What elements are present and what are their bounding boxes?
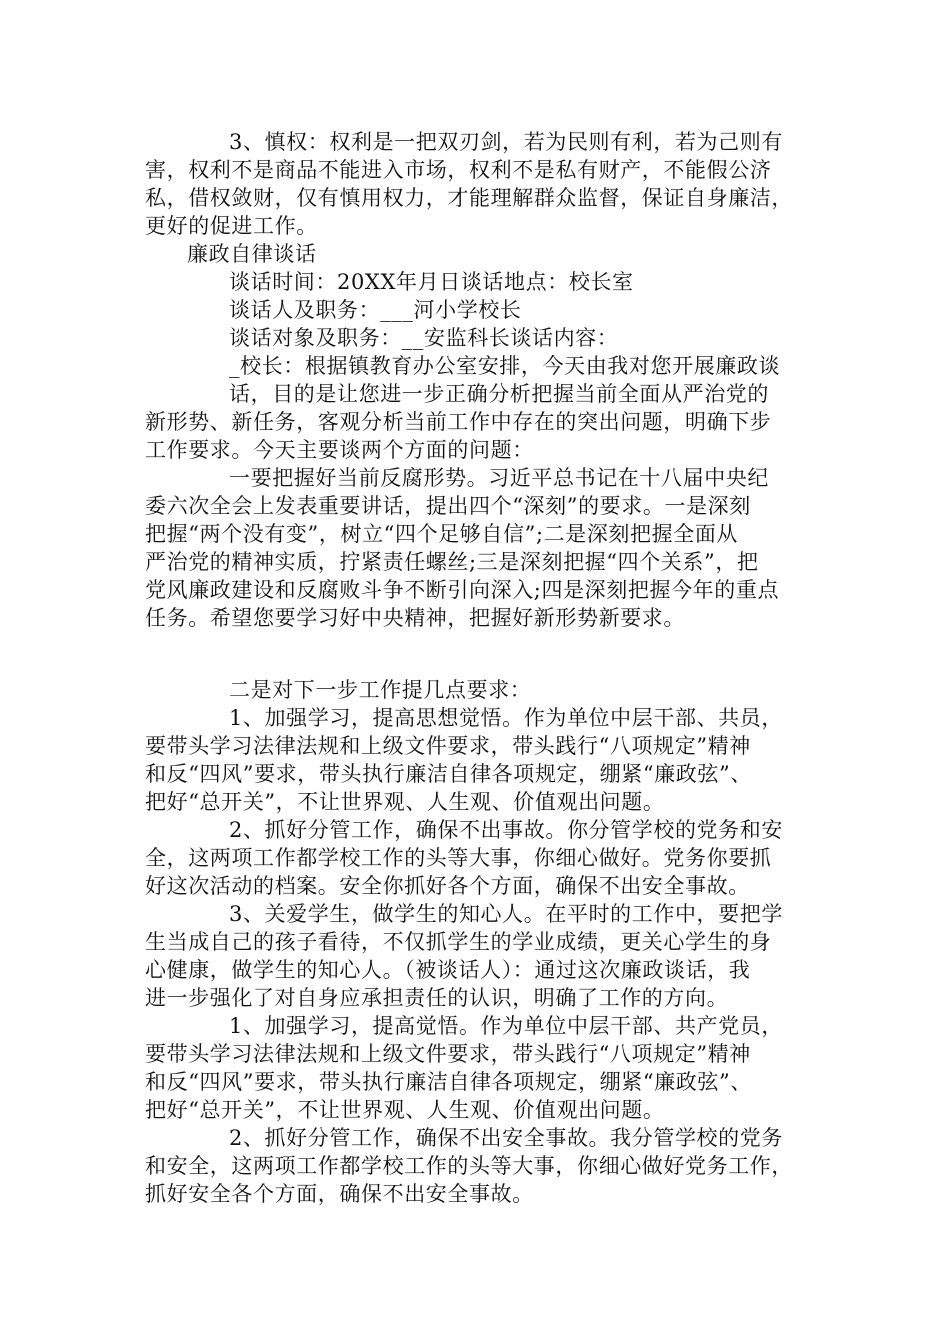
requirements-section (145, 676, 810, 1208)
text-line: 二是对下一步工作提几点要求： (229, 678, 532, 702)
text-line: 和反“四风”要求，带头执行廉洁自律各项规定，绷紧“廉政弦”、 (145, 1070, 752, 1094)
text-line: 1、加强学习，提高思想觉悟。作为单位中层干部、共员， (229, 706, 783, 730)
talk-time-line: 谈话时间：20XX年月日谈话地点：校长室 (229, 270, 634, 294)
text-line: 话，目的是让您进一步正确分析把握当前全面从严治党的 (229, 382, 769, 406)
text-line: 进一步强化了对自身应承担责任的认识，明确了工作的方向。 (145, 986, 729, 1010)
text-line: 把好“总开关”，不让世界观、人生观、价值观出问题。 (145, 1098, 665, 1122)
text-line: 要带头学习法律法规和上级文件要求，带头践行“八项规定”精神 (145, 1042, 751, 1066)
text-line: _校长：根据镇教育办公室安排，今天由我对您开展廉政谈 (229, 354, 781, 378)
section-heading: 廉政自律谈话 (187, 242, 317, 266)
text-line: 和安全，这两项工作都学校工作的头等大事，你细心做好党务工作， (145, 1154, 793, 1178)
text-line: 和反“四风”要求，带头执行廉洁自律各项规定，绷紧“廉政弦”、 (145, 762, 752, 786)
text-line: 2、抓好分管工作，确保不出事故。你分管学校的党务和安 (229, 818, 783, 842)
text-line: 党风廉政建设和反腐败斗争不断引向深入;四是深刻把握今年的重点 (145, 578, 780, 602)
text-line: 把握“两个没有变”，树立“四个足够自信”;二是深刻把握全面从 (145, 522, 739, 546)
paragraph-shenquan (145, 128, 810, 240)
text-line: 任务。希望您要学习好中央精神，把握好新形势新要求。 (145, 606, 685, 630)
text-line: 私，借权敛财，仅有慎用权力，才能理解群众监督，保证自身廉洁， (145, 186, 793, 210)
text-line: 3、慎权：权利是一把双刃剑，若为民则有利，若为己则有 (229, 130, 783, 154)
text-line: 更好的促进工作。 (145, 214, 318, 238)
text-line: 2、抓好分管工作，确保不出安全事故。我分管学校的党务 (229, 1126, 783, 1150)
text-line: 工作要求。今天主要谈两个方面的问题： (145, 438, 534, 462)
text-line: 全，这两项工作都学校工作的头等大事，你细心做好。党务你要抓 (145, 846, 772, 870)
text-line: 委六次全会上发表重要讲话，提出四个“深刻”的要求。一是深刻 (145, 494, 751, 518)
text-line: 把好“总开关”，不让世界观、人生观、价值观出问题。 (145, 790, 665, 814)
text-line: 心健康，做学生的知心人。（被谈话人）：通过这次廉政谈话，我 (145, 958, 751, 982)
text-line: 害，权利不是商品不能进入市场，权利不是私有财产，不能假公济 (145, 158, 772, 182)
text-line: 一要把握好当前反腐形势。习近平总书记在十八届中央纪 (229, 466, 769, 490)
text-line: 1、加强学习，提高觉悟。作为单位中层干部、共产党员， (229, 1014, 783, 1038)
talker-line: 谈话人及职务：___河小学校长 (229, 298, 522, 322)
talk-target-line: 谈话对象及职务：__安监科长谈话内容： (229, 326, 619, 350)
text-line: 好这次活动的档案。安全你抓好各个方面，确保不出安全事故。 (145, 874, 750, 898)
text-line: 抓好安全各个方面，确保不出安全事故。 (145, 1182, 534, 1206)
text-line: 新形势、新任务，客观分析当前工作中存在的突出问题，明确下步 (145, 410, 772, 434)
text-line: 生当成自己的孩子看待，不仅抓学生的学业成绩，更关心学生的身 (145, 930, 772, 954)
text-line: 要带头学习法律法规和上级文件要求，带头践行“八项规定”精神 (145, 734, 751, 758)
text-line: 3、关爱学生，做学生的知心人。在平时的工作中，要把学 (229, 902, 783, 926)
talk-record-section (145, 240, 810, 632)
text-line: 严治党的精神实质，拧紧责任螺丝;三是深刻把握“四个关系”，把 (145, 550, 759, 574)
